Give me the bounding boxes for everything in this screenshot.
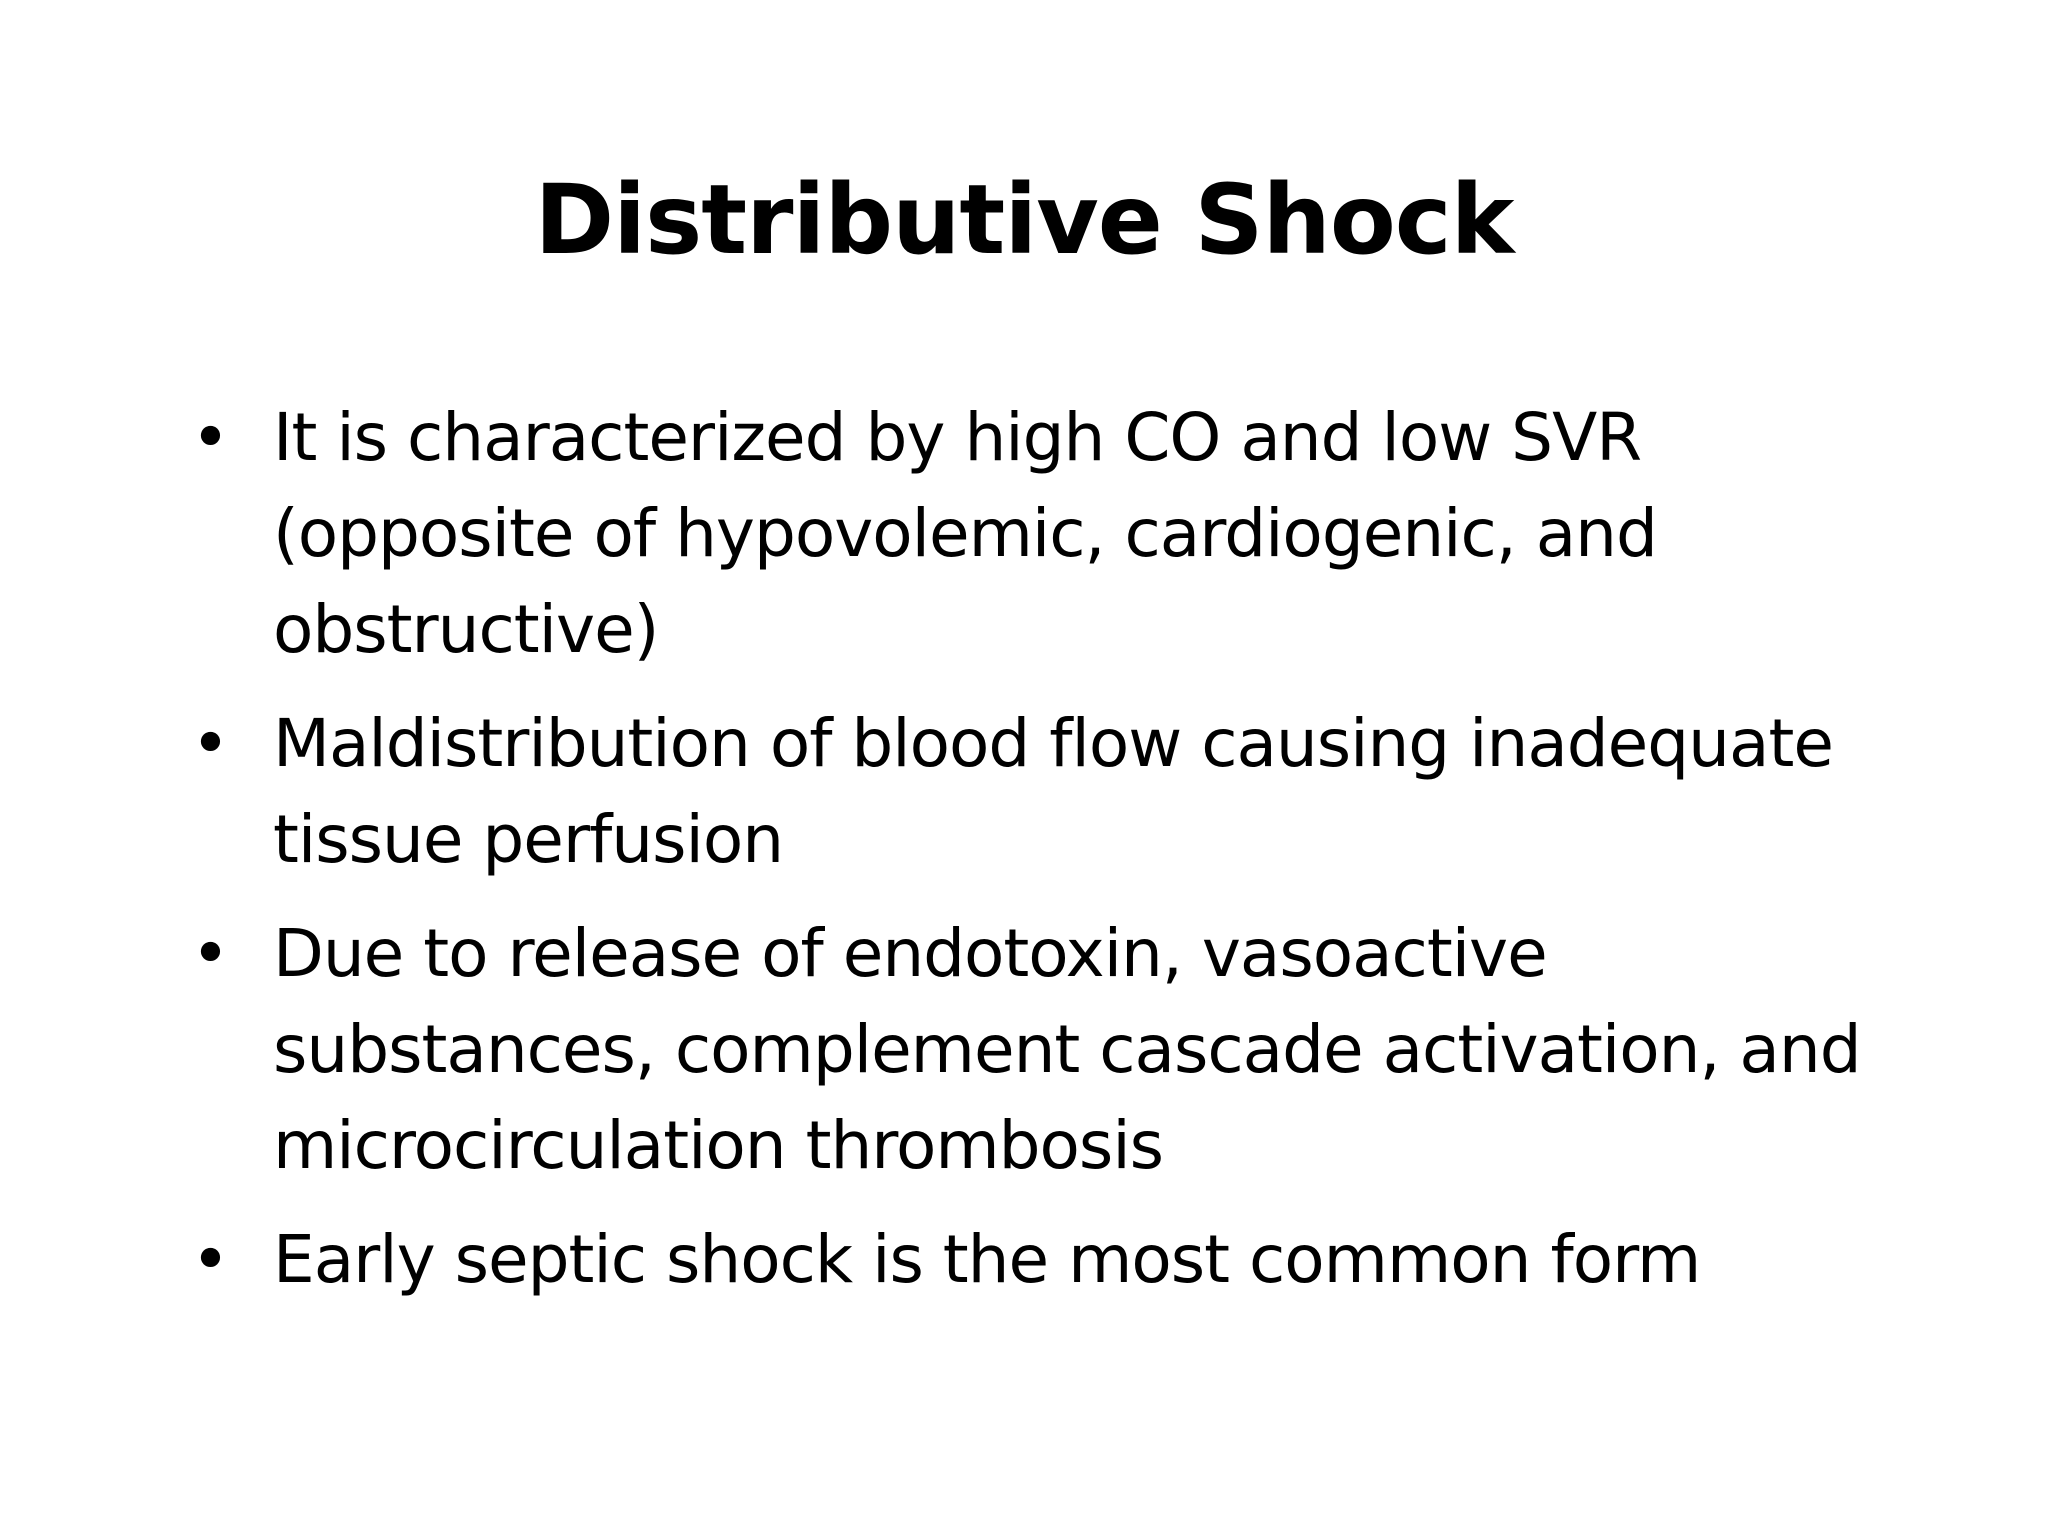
bullet-dot-icon: •: [191, 1221, 229, 1298]
bullet-item: [190, 906, 1910, 1194]
bullet-text: It is characterized by high CO and low SVR (opposite of hypovolemic, cardiogenic, and obstructive): [273, 399, 1657, 668]
bullet-dot-icon: •: [191, 705, 229, 782]
bullet-list: [190, 390, 1910, 1326]
bullet-item: [190, 696, 1910, 888]
bullet-dot-icon: •: [191, 915, 229, 992]
bullet-text: Early septic shock is the most common form: [273, 1221, 1701, 1298]
bullet-text: Maldistribution of blood flow causing inadequate tissue perfusion: [273, 705, 1833, 878]
bullet-item: [190, 390, 1910, 678]
bullet-text: Due to release of endotoxin, vasoactive substances, complement cascade activation, and microcirculation thrombosis: [273, 915, 1861, 1184]
slide-title: Distributive Shock: [534, 164, 1514, 276]
bullet-item: [190, 1212, 1910, 1308]
bullet-dot-icon: •: [191, 399, 229, 476]
